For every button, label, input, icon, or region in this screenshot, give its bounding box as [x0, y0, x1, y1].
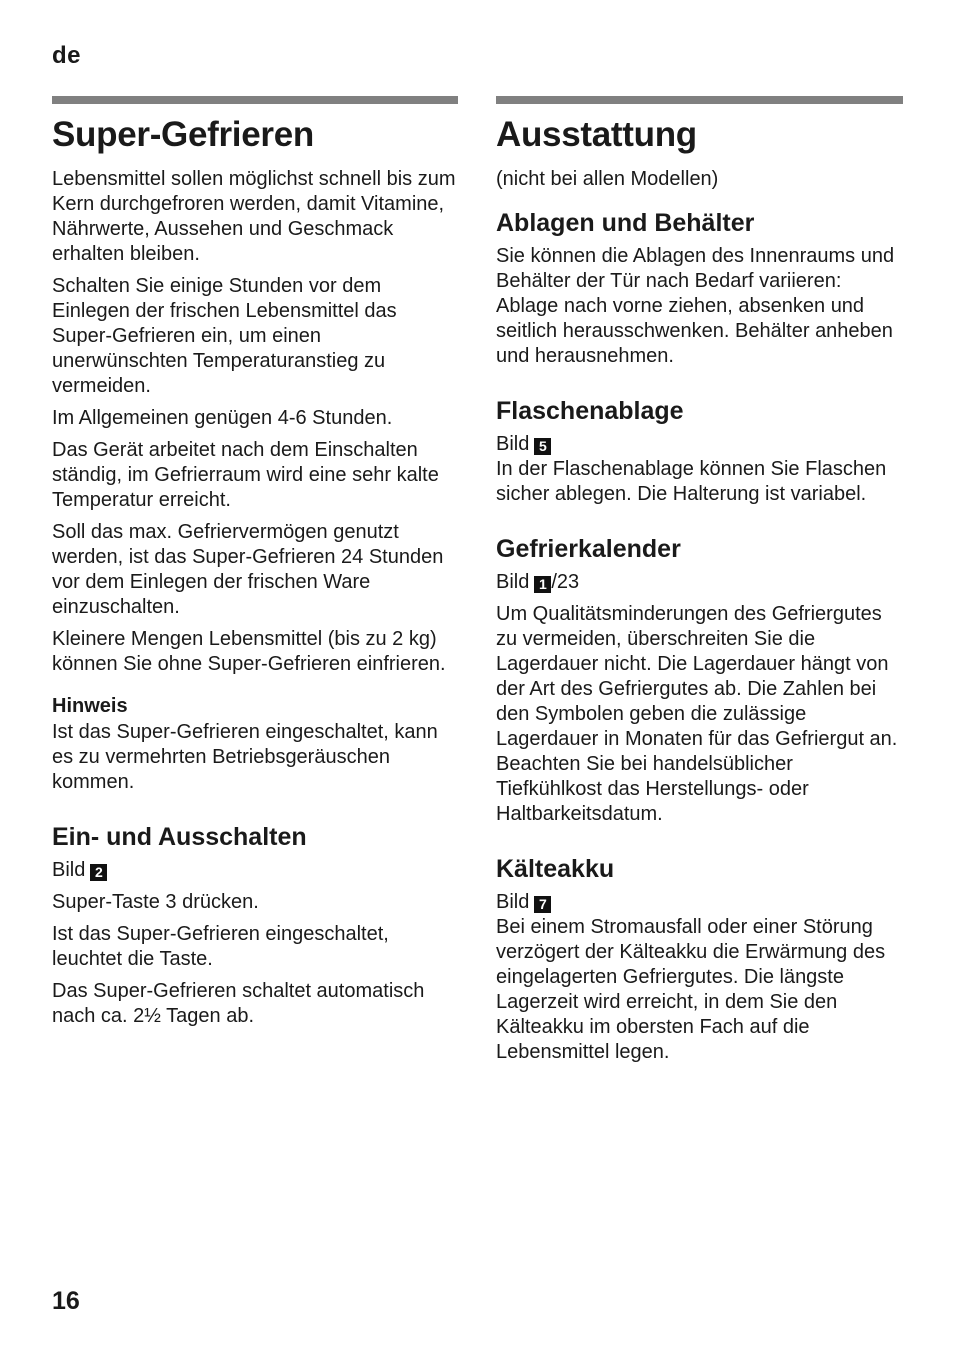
- section-title-super-freeze: Super-Gefrieren: [52, 115, 314, 154]
- figure-label: Bild: [496, 570, 530, 593]
- figure-reference: [52, 858, 458, 883]
- bottle-shelf-title: Flaschenablage: [496, 396, 684, 425]
- ice-pack-title: Kälteakku: [496, 854, 615, 883]
- figure-reference: [496, 890, 903, 915]
- figure-suffix: /23: [551, 570, 580, 593]
- switch-section-title: Ein- und Ausschalten: [52, 822, 307, 851]
- ice-pack-text: Bei einem Stromausfall oder einer Störung verzögert der Kälteakku die Erwärmung des eingelagerten Gefriergutes. Die längste Lagerzeit wird erreicht, in dem Sie den Kälteakku im obersten Fach auf die Lebensmittel legen.: [496, 915, 886, 1063]
- section-rule: [496, 96, 903, 104]
- language-code: de: [52, 42, 82, 69]
- paragraph: Das Gerät arbeitet nach dem Einschalten ständig, im Gefrierraum wird eine sehr kalte Temperatur erreicht.: [52, 438, 439, 511]
- paragraph: Kleinere Mengen Lebensmittel (bis zu 2 kg) können Sie ohne Super-Gefrieren einfrieren.: [52, 627, 446, 675]
- shelves-section: [496, 208, 903, 369]
- switch-section: [52, 822, 458, 1029]
- subtitle: (nicht bei allen Modellen): [496, 167, 719, 190]
- page-number: 16: [52, 1287, 80, 1315]
- right-column: [496, 96, 903, 1072]
- freezer-calendar-section: [496, 534, 903, 827]
- hint-block: [52, 694, 458, 795]
- figure-label: Bild: [496, 432, 530, 455]
- figure-reference: [496, 570, 903, 595]
- paragraph: Das Super-Gefrieren schaltet automatisch nach ca. 2½ Tagen ab.: [52, 979, 425, 1027]
- paragraph: Lebensmittel sollen möglichst schnell bis zum Kern durchgefroren werden, damit Vitamine, Nährwerte, Aussehen und Geschmack erhalten bleiben.: [52, 167, 456, 265]
- figure-reference: [496, 432, 903, 457]
- figure-label: Bild: [52, 858, 86, 881]
- paragraph: Schalten Sie einige Stunden vor dem Einlegen der frischen Lebensmittel das Super-Gefrieren ein, um einen unerwünschten Temperaturanstieg zu vermeiden.: [52, 274, 397, 397]
- bottle-shelf-section: [496, 396, 903, 507]
- paragraph: Im Allgemeinen genügen 4-6 Stunden.: [52, 406, 393, 429]
- bottle-shelf-text: In der Flaschenablage können Sie Flaschen sicher ablegen. Die Halterung ist variabel.: [496, 457, 887, 505]
- paragraph: Super-Taste 3 drücken.: [52, 890, 259, 913]
- shelves-text: Sie können die Ablagen des Innenraums und Behälter der Tür nach Bedarf variieren: Ablage nach vorne ziehen, absenken und seitlich herausschwenken. Behälter anheben und herausnehmen.: [496, 244, 895, 367]
- hint-text: Ist das Super-Gefrieren eingeschaltet, kann es zu vermehrten Betriebsgeräuschen kommen.: [52, 720, 438, 793]
- figure-number-badge: 2: [90, 864, 107, 881]
- section-title-equipment: Ausstattung: [496, 115, 697, 154]
- paragraph: Ist das Super-Gefrieren eingeschaltet, leuchtet die Taste.: [52, 922, 389, 970]
- paragraph: Soll das max. Gefriervermögen genutzt werden, ist das Super-Gefrieren 24 Stunden vor dem Einlegen der frischen Ware einzuschalten.: [52, 520, 444, 618]
- section-rule: [52, 96, 458, 104]
- figure-number-badge: 1: [534, 576, 551, 593]
- figure-number-badge: 7: [534, 896, 551, 913]
- figure-number-badge: 5: [534, 438, 551, 455]
- figure-label: Bild: [496, 890, 530, 913]
- ice-pack-section: [496, 854, 903, 1065]
- left-column: [52, 96, 458, 1036]
- freezer-calendar-text: Um Qualitätsminderungen des Gefriergutes zu vermeiden, überschreiten Sie die Lagerdauer nicht. Die Lagerdauer hängt von der Art des Gefriergutes ab. Die Zahlen bei den Symbolen geben die zulässige Lagerdauer in Monaten für das Gefriergut an. Beachten Sie bei handelsüblicher Tiefkühlkost das Herstellungs- oder Haltbarkeitsdatum.: [496, 602, 898, 825]
- hint-title: Hinweis: [52, 694, 128, 717]
- shelves-title: Ablagen und Behälter: [496, 208, 755, 237]
- freezer-calendar-title: Gefrierkalender: [496, 534, 681, 563]
